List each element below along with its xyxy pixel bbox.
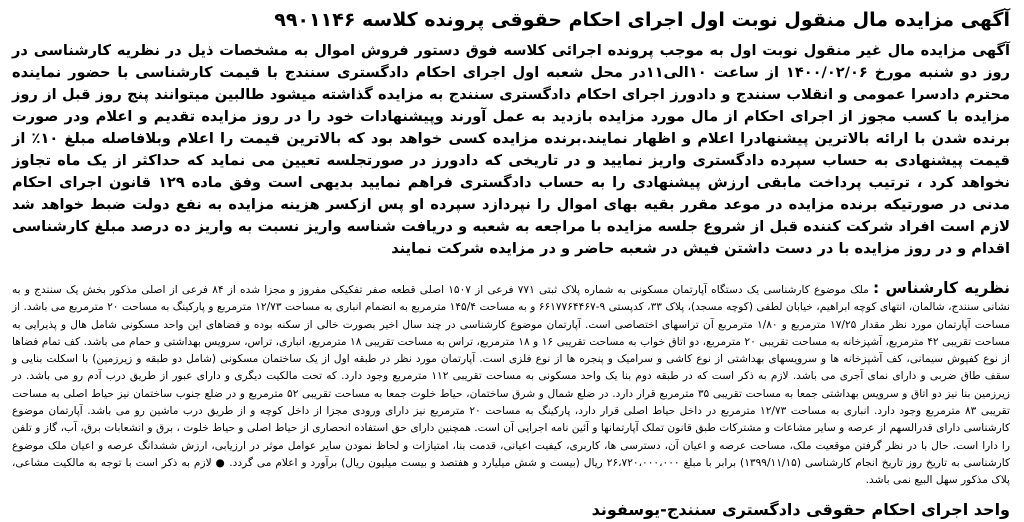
- issuer-signature-line: واحد اجرای احکام حقوقی دادگستری سنندج-یوسفوند: [591, 499, 1010, 519]
- expert-text: ملک موضوع کارشناسی یک دستگاه آپارتمان مسکونی به شماره پلاک ثبتی ۷۷۱ فرعی از ۱۵۰۷ اصلی قطعه صفر تفکیکی مفروز و مجزا شده از ۸۴ فرعی از اصلی مذکور بخش یک سنندج و به نشانی سنندج، شالمان، انتهای کوچه ابراهیم، خیابان لطفی (کوچه مسجد)، پلاک ۳۳، کدپستی ۹-۶۶۱۷۷۶۴۴۶۷ و به مساحت ۱۴۵/۴ مترمربع به انضمام انباری به مساحت ۱۲/۷۳ مترمربع و پارکینگ به مساحت ۲۰ مترمربع می باشد. از مساحت آپارتمان مورد نظر مقدار ۱۷/۲۵ مترمربع و ۱/۸۰ مترمربع آن تراسهای اختصاصی است. آپارتمان موضوع کارشناسی در چند سال اخیر بصورت خالی از سکنه بوده و فضاهای این واحد مسکونی شامل هال و پذیرایی به مساحت تقریبی ۴۲ مترمربع، آشپزخانه به مساحت تقریبی ۲۰ مترمربع، دو اتاق خواب به مساحت تقریبی ۱۶ و ۱۸ مترمربع، تراس به مساحت تقریبی ۱۸ مترمربع، انباری، تراس، سرویس بهداشتی و حمام می باشد. کف تمام فضاها از نوع کفپوش سیمانی، کف آشپزخانه ها و سرویسهای بهداشتی از نوع کاشی و سرامیک و پنجره ها از نوع فلزی است. آپارتمان مورد نظر در طبقه اول از یک ساختمان مسکونی (شامل دو طبقه و زیرزمین) با اسکلت بنایی و سقف طاق ضربی و دارای نمای آجری می باشد. لازم به ذکر است که در طبقه دوم بنا یک واحد مسکونی به مساحت تقریبی ۱۱۲ مترمربع وجود دارد. که تحت مالکیت دیگری و دارای عبور از طریق درب آدم رو می باشد. در زیرزمین بنا نیز دو اتاق و سرویس بهداشتی جمعا به مساحت تقریبی ۳۵ مترمربع قرار دارد. در ضلع شمال و شرق ساختمان، حیاط خلوت جمعا به مساحت تقریبی ۵۲ مترمربع و در ضلع جنوب ساختمان نیز حیاط اصلی به مساحت تقریبی ۸۳ مترمربع وجود دارد. انباری به مساحت ۱۲/۷۳ مترمربع در داخل حیاط اصلی قرار دارد، پارکینگ به مساحت ۲۰ مترمربع نیز دارای ورودی مجزا از داخل کوچه و از طریق درب ماشین رو می باشد. آپارتمان موضوع کارشناسی دارای قدرالسهم از عرصه و سایر مشاعات و مشترکات طبق قانون تملک آپارتمانها و آئین نامه اجرایی آن است. همچنین دارای حق استفاده انحصاری از حیاط اصلی و حیاط خلوت ، برق و انشعابات برق، آب، گاز و تلفن را دارا است. حال با در نظر گرفتن موقعیت ملک، مساحت عرصه و اعیان آن، دسترسی ها، کاربری، کیفیت اعیانی، قدمت بنا، امتیازات و لحاظ نمودن سایر عوامل موثر در ارزیابی، ارزش ششدانگ عرصه و اعیان ملک موضوع کارشناسی به تاریخ روز تاریخ انجام کارشناسی (۱۳۹۹/۱۱/۱۵) برابر با مبلغ ۲۶،۷۲۰،۰۰۰،۰۰۰ ریال (بیست و شش میلیارد و هفتصد و بیست میلیون ریال) برآورد و اعلام می گردد. ● لازم به ذکر است با توجه به مالکیت مشاعی، پلاک مذکور سهل البیع نمی باشد.: [12, 284, 1011, 487]
- notice-body: آگهی مزایده مال غیر منقول نوبت اول به موجب پرونده اجرائی کلاسه فوق دستور فروش اموال به مشخصات ذیل در نظریه کارشناسی در روز دو شنبه مورخ ۱۴۰۰/۰۲/۰۶ از ساعت ۱۰الی۱۱در محل شعبه اول اجرای احکام دادگستری سنندج با قیمت کارشناسی با حضور نماینده محترم دادسرا عمومی و انقلاب سنندج و دادورز اجرای احکام دادگستری سنندج به مزایده گذاشته میشود طالبین میتوانند پنج روز قبل از روز مزایده با کسب مجوز از اجرای احکام از مال مورد مزایده بازدید به عمل آورند وپیشنهادات خود را در روز مزایده تقدیم و اعلام ودر صورت برنده شدن با ارائه بالاترین پیشنهادرا اعلام و اظهار نمایند.برنده مزایده کسی خواهد بود که بالاترین قیمت را اعلام وبلافاصله مبلغ ۱۰٪ از قیمت پیشنهادی به حساب سپرده دادگستری واریز نمایید و در تاریخی که دادورز در صورتجلسه تعیین می نماید که حداکثر از یک ماه تجاوز نخواهد کرد ، ترتیب پرداخت مابقی ارزش پیشنهادی را به حساب دادگستری فراهم نمایید بدیهی است وفق ماده ۱۲۹ قانون اجرای احکام مدنی در صورتیکه برنده مزایده در موعد مقرر بقیه بهای اموال را نپردازد سپرده او پس ازکسر هزینه مزایده به نفع دولت ضبط خواهد شد لازم است افراد شرکت کننده قبل از شروع جلسه مزایده با مراجعه به شعبه و دریافت شناسه واریز نسبت به واریز ده درصد مبلغ کارشناسی اقدام و در روز مزایده با در دست داشتن فیش در شعبه حاضر و در مزایده شرکت نمایند: [12, 42, 1010, 257]
- notice-title: آگهی مزایده مال منقول نوبت اول اجرای احکام حقوقی پرونده کلاسه ۹۹۰۱۱۴۶: [274, 9, 1010, 31]
- expert-opinion: [12, 280, 1010, 490]
- expert-heading: نظریه کارشناس :: [873, 279, 1010, 297]
